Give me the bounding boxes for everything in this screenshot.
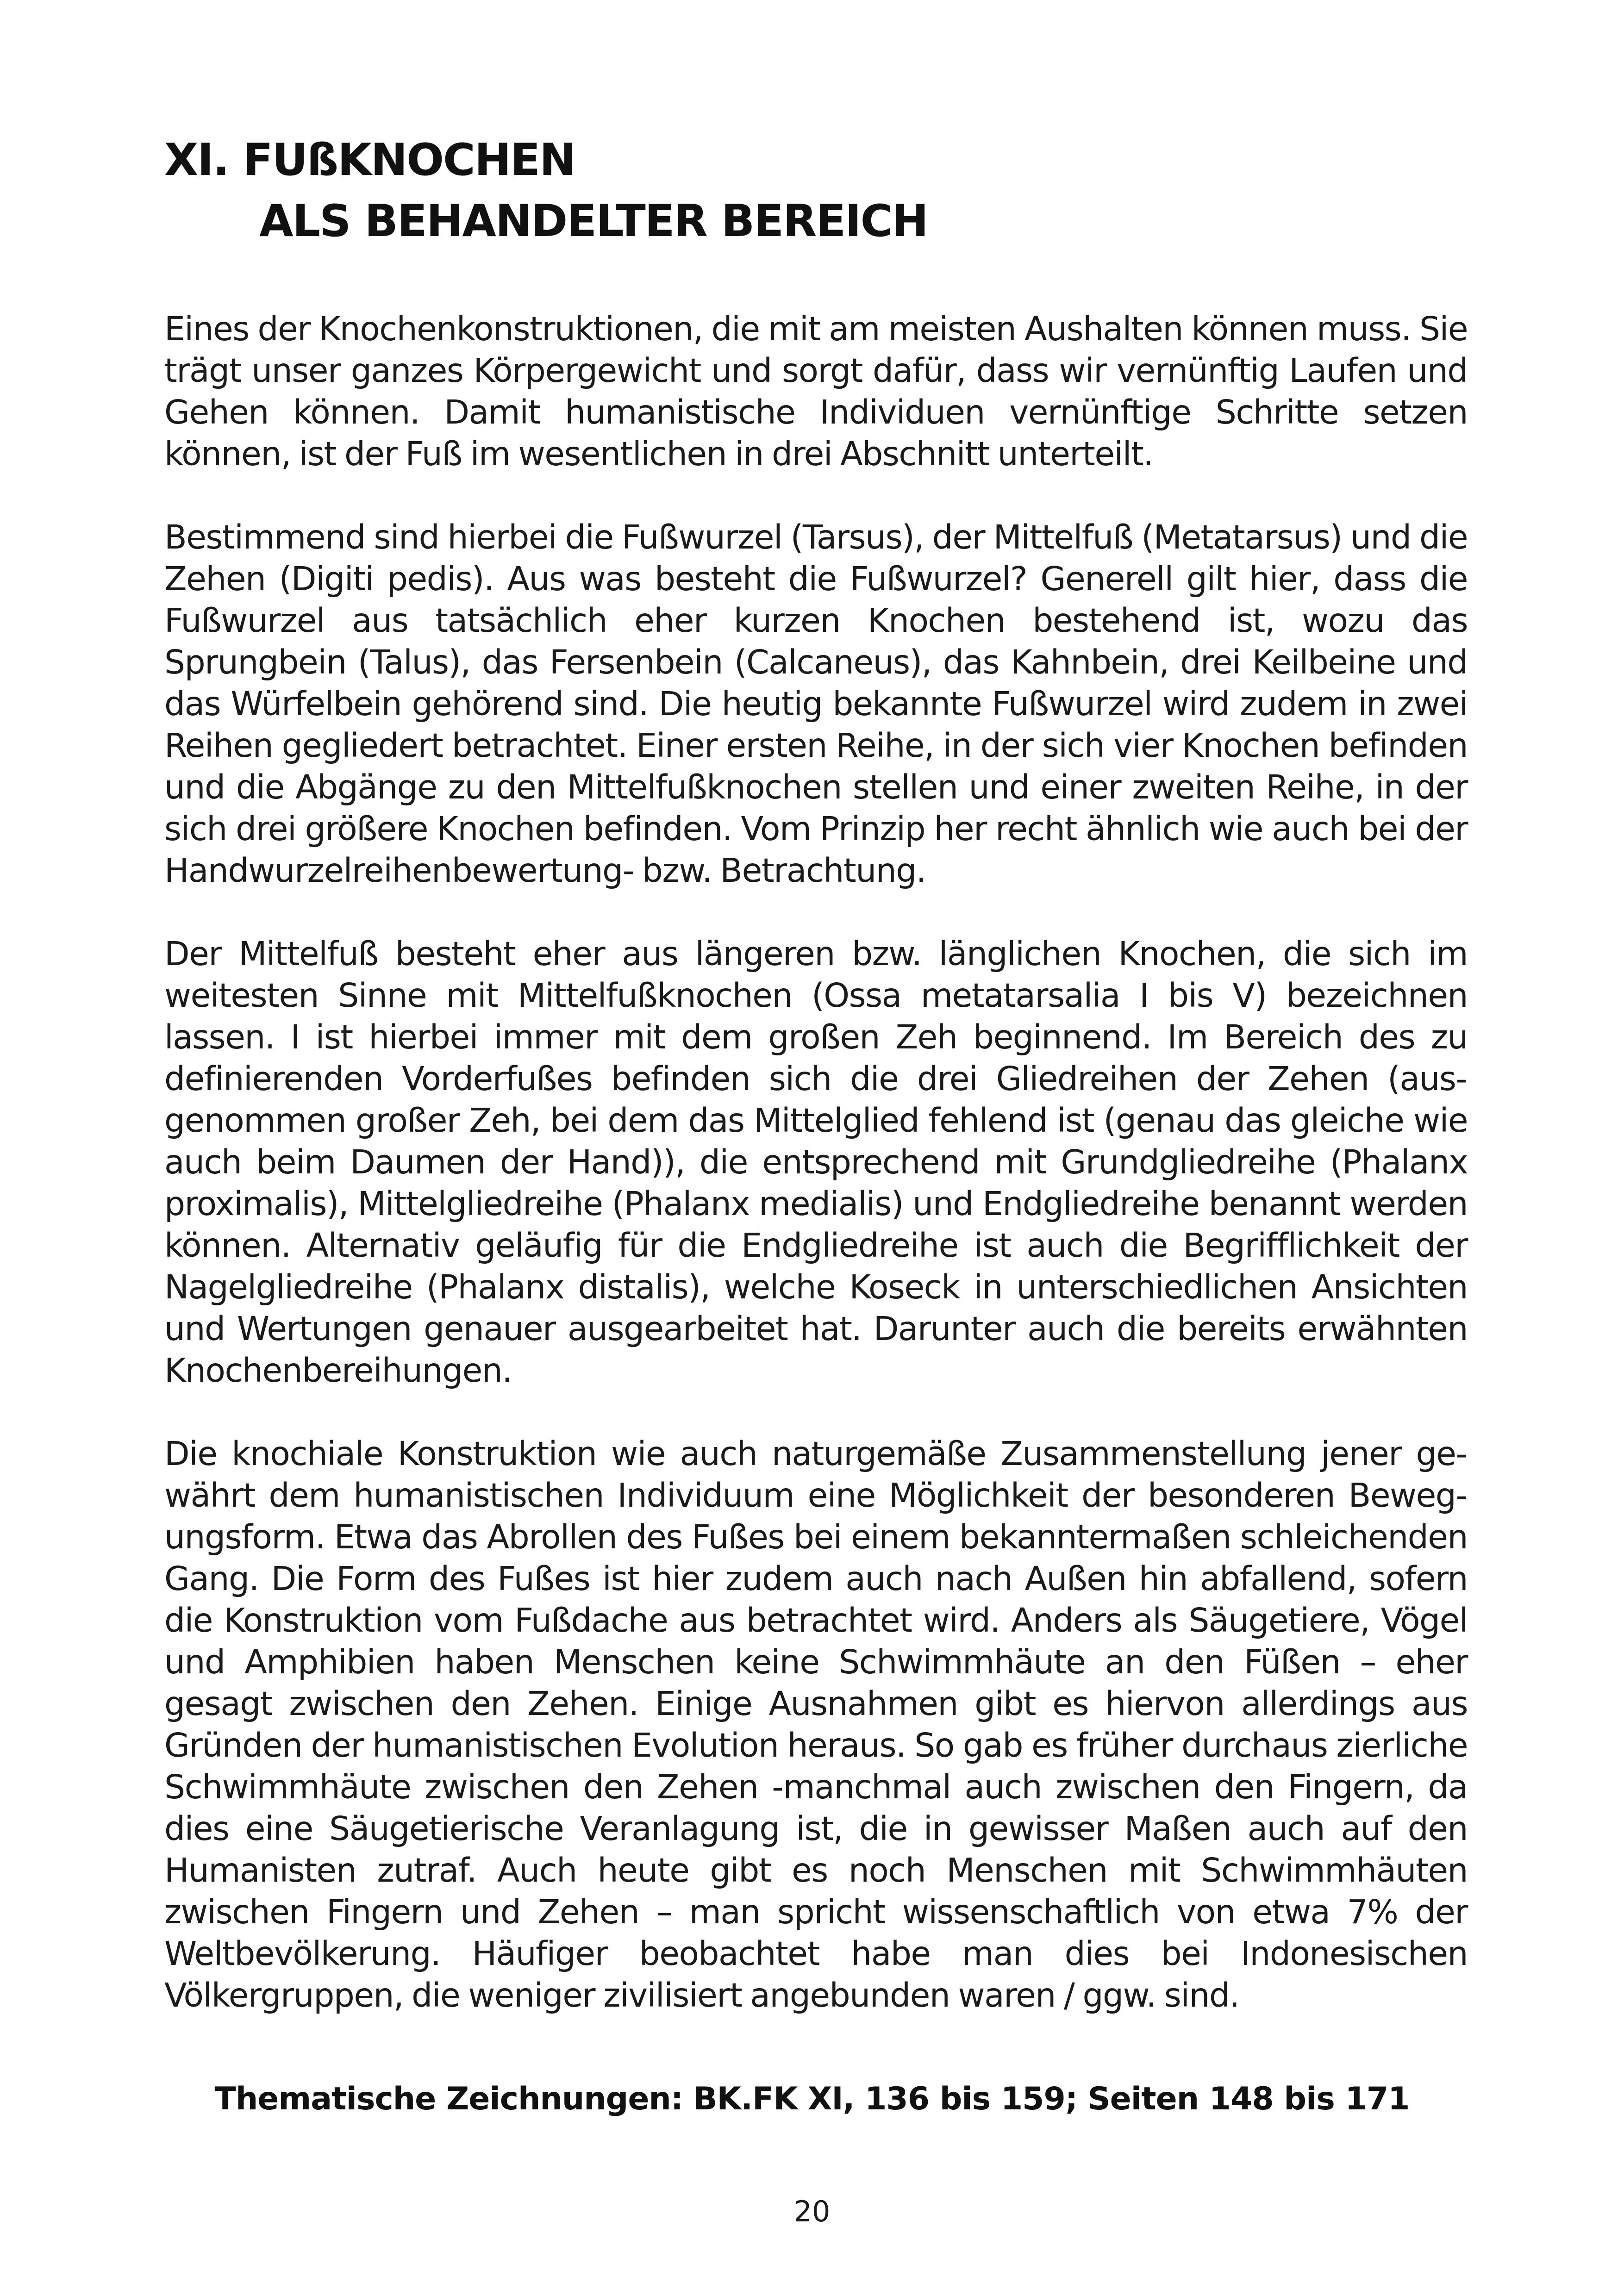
chapter-heading-line-2: ALS BEHANDELTER BEREICH — [259, 196, 928, 247]
drawing-references: Thematische Zeichnungen: BK.FK XI, 136 bis 159; Seiten 148 bis 171 — [214, 2081, 1410, 2117]
paragraph-konstruktion: Die knochiale Konstruktion wie auch naturgemäße Zusammenstellung jener gewährt dem humanistischen Individuum eine Möglichkeit der besonderen Bewegungsform. Etwa das Abrollen des Fußes bei einem bekanntermaßen schleichenden Gang. Die Form des Fußes ist hier zudem auch nach Außen hin abfallend, sofern die Konstruktion vom Fußdache aus betrachtet wird. Anders als Säugetiere, Vögel und Amphibien haben Menschen keine Schwimmhäute an den Füßen – eher gesagt zwischen den Zehen. Einige Ausnahmen gibt es hiervon allerdings aus Gründen der humanistischen Evolution heraus. So gab es früher durchaus zierliche Schwimmhäute zwischen den Zehen -manchmal auch zwischen den Fingern, da dies eine Säugetierische Veranlagung ist, die in gewisser Maßen auch auf den Humanisten zutraf. Auch heute gibt es noch Menschen mit Schwimmhäuten zwischen Fingern und Zehen – man spricht wissenschaftlich von etwa 7% der Weltbevölkerung. Häufiger beobachtet habe man dies bei Indonesischen Völkergruppen, die weniger zivilisiert angebunden waren / ggw. sind. — [164, 1434, 1468, 2014]
page-number: 20 — [793, 2195, 831, 2228]
paragraph-introduction: Eines der Knochenkonstruktionen, die mit am meisten Aushalten können muss. Sie trägt unser ganzes Körpergewicht und sorgt dafür, dass wir vernünftig Laufen und Gehen können. Damit humanistische Individuen vernünftige Schritte setzen können, ist der Fuß im wesentlichen in drei Abschnitt unterteilt. — [164, 310, 1468, 473]
paragraph-mittelfuss: Der Mittelfuß besteht eher aus längeren bzw. länglichen Knochen, die sich im weitesten Sinne mit Mittelfußknochen (Ossa metatarsalia I bis V) bezeichnen lassen. I ist hierbei immer mit dem großen Zeh beginnend. Im Bereich des zu definierenden Vorderfußes befinden sich die drei Gliedreihen der Zehen (ausgenommen großer Zeh, bei dem das Mittelglied fehlend ist (genau das gleiche wie auch beim Daumen der Hand)), die entsprechend mit Grundgliedreihe (Phalanx proximalis), Mittelgliedreihe (Phalanx medialis) und Endgliedreihe benannt werden können. Alternativ geläufig für die Endgliedreihe ist auch die Begrifflichkeit der Nagelgliedreihe (Phalanx distalis), welche Koseck in unterschiedlichen Ansichten und Wertungen genauer ausgearbeitet hat. Darunter auch die bereits erwähnten Knochenbereihungen. — [164, 935, 1468, 1390]
paragraph-fusswurzel: Bestimmend sind hierbei die Fußwurzel (Tarsus), der Mittelfuß (Metatarsus) und die Zehen (Digiti pedis). Aus was besteht die Fußwurzel? Generell gilt hier, dass die Fußwurzel aus tatsächlich eher kurzen Knochen bestehend ist, wozu das Sprungbein (Talus), das Fersenbein (Calcaneus), das Kahnbein, drei Keilbeine und das Würfelbein gehörend sind. Die heutig bekannte Fußwurzel wird zudem in zwei Reihen gegliedert betrachtet. Einer ersten Reihe, in der sich vier Knochen befinden und die Abgänge zu den Mittelfußknochen stellen und einer zweiten Reihe, in der sich drei größere Knochen befinden. Vom Prinzip her recht ähnlich wie auch bei der Handwurzelreihenbewertung- bzw. Betrachtung. — [164, 518, 1468, 890]
chapter-heading — [164, 130, 928, 252]
chapter-heading-line-1: XI. FUßKNOCHEN — [164, 135, 575, 186]
body-text — [164, 308, 1468, 2058]
